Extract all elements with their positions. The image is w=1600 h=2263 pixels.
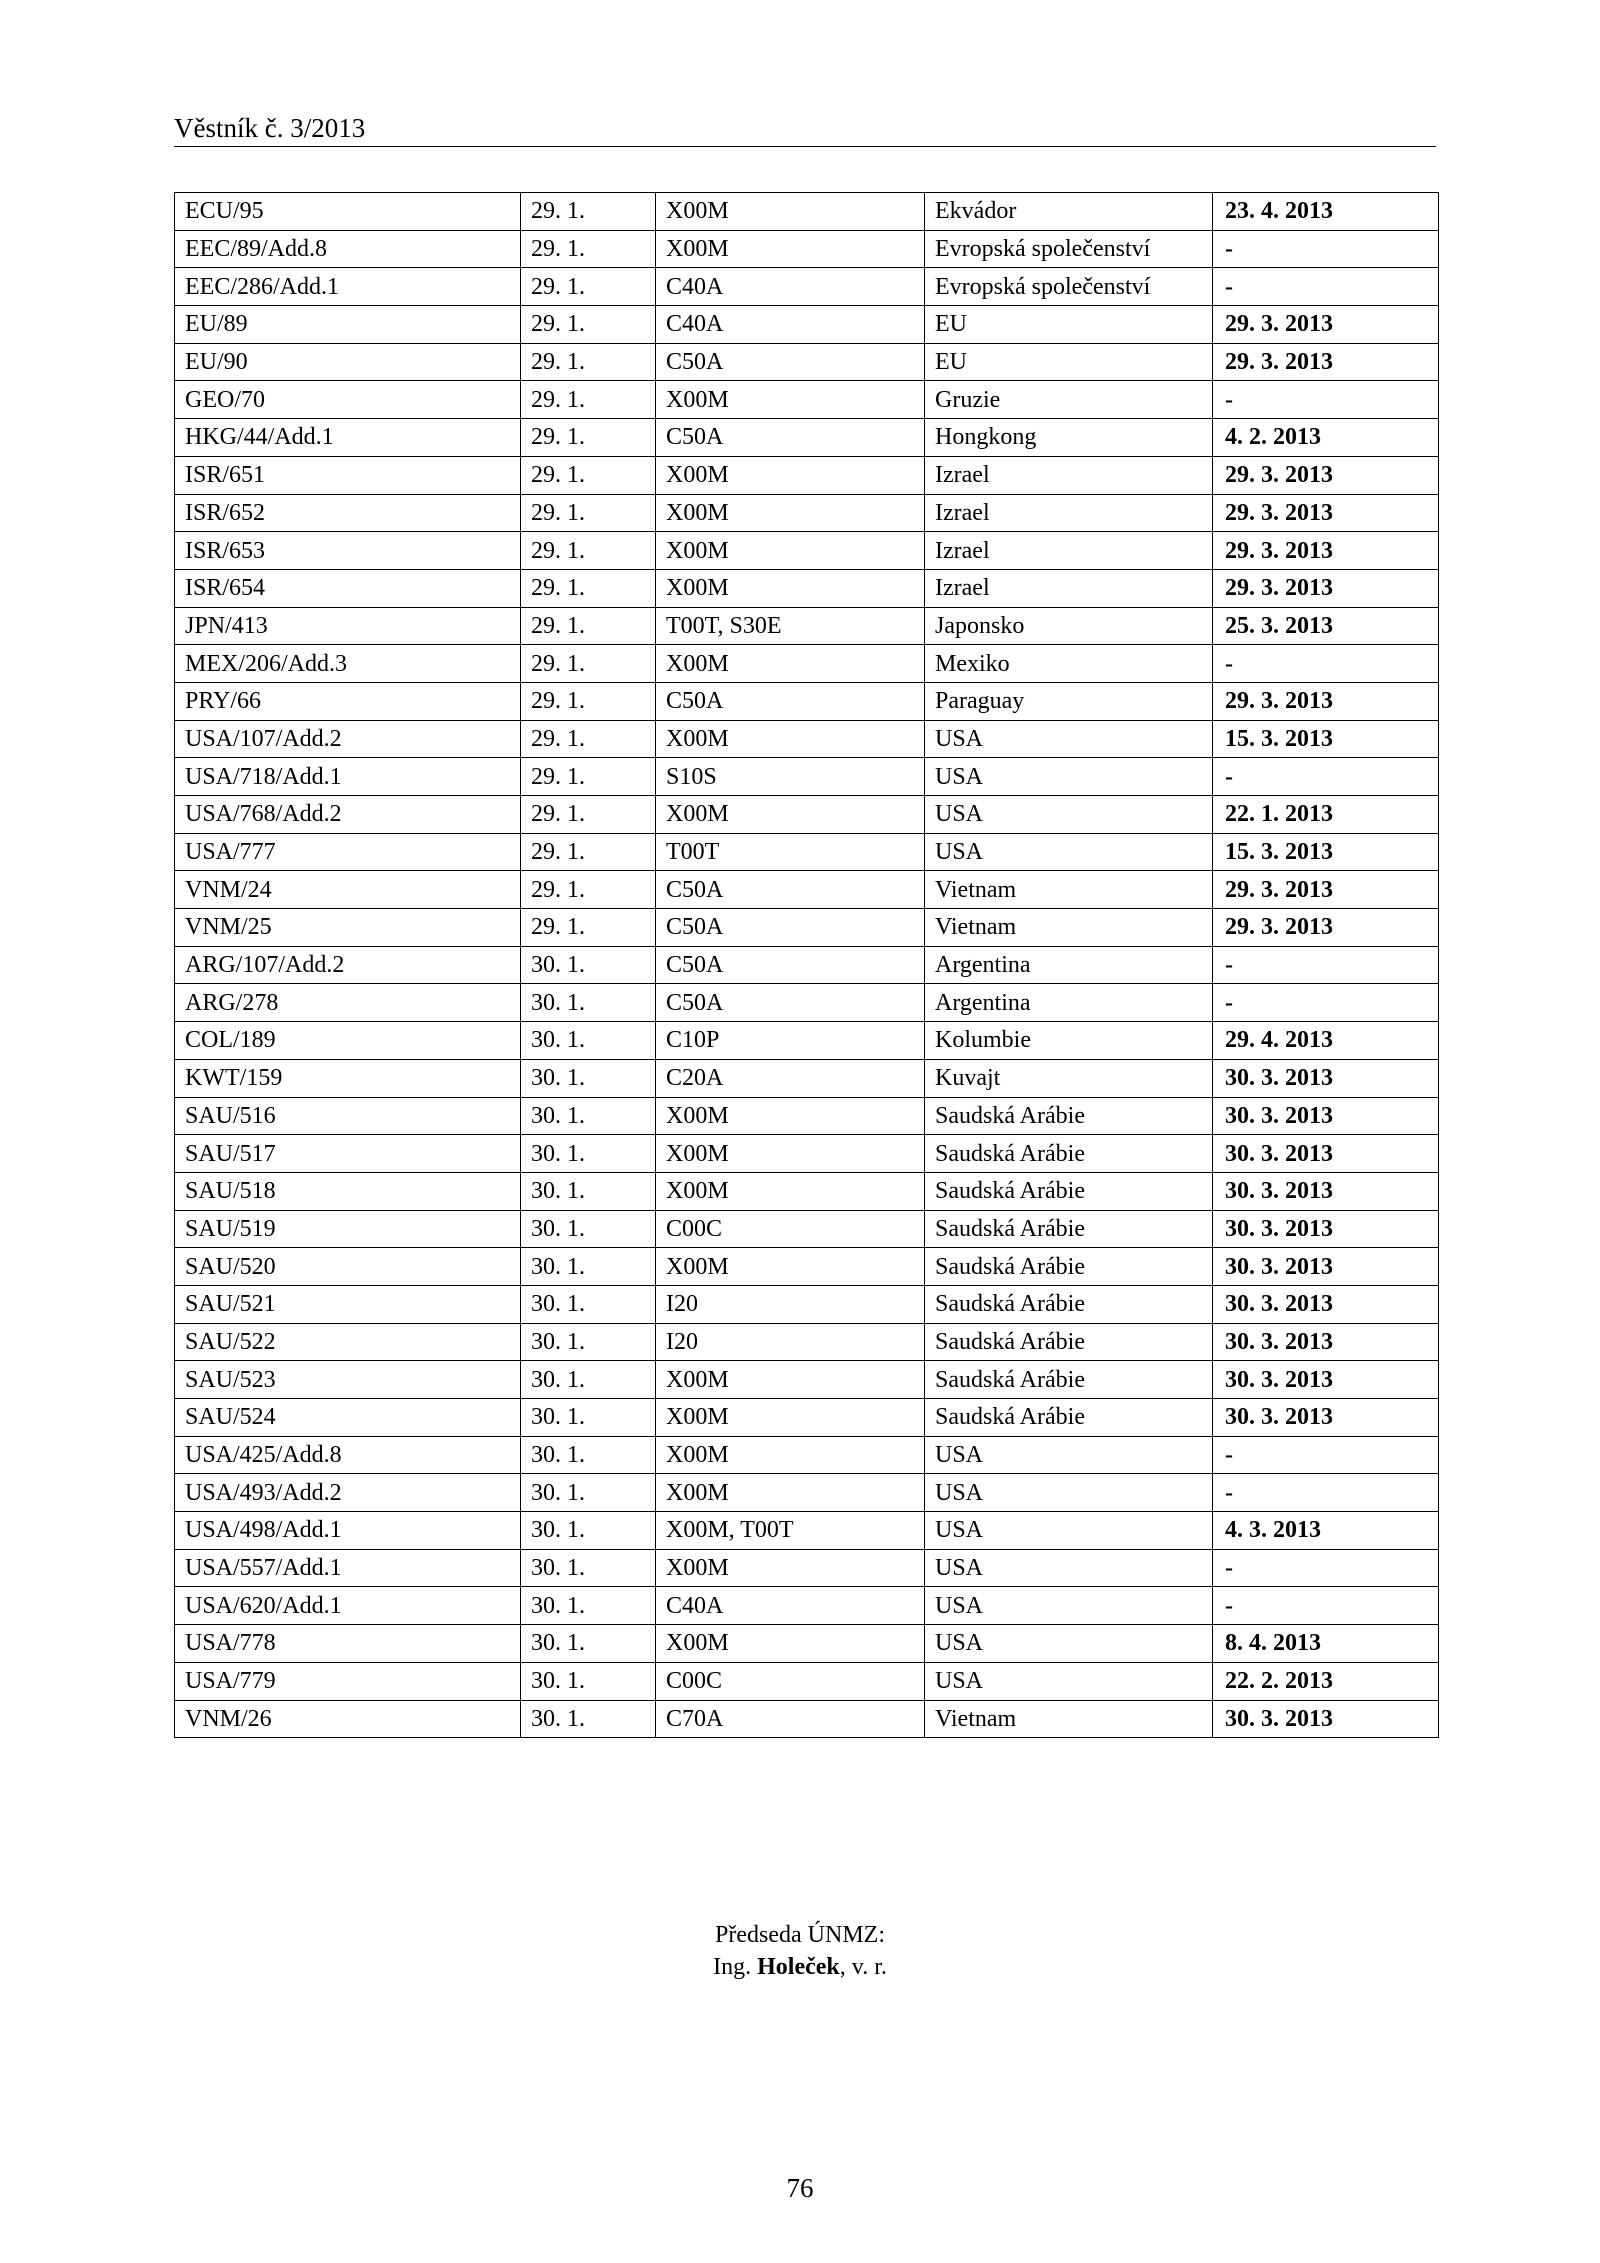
document-ref-cell: ARG/107/Add.2	[175, 946, 521, 984]
document-ref-cell: EEC/286/Add.1	[175, 268, 521, 306]
code-cell: X00M	[656, 1474, 925, 1512]
date-cell: 29. 1.	[521, 569, 656, 607]
table-row	[175, 796, 1439, 834]
table-row	[175, 1436, 1439, 1474]
table-body	[175, 193, 1439, 1738]
code-cell: C50A	[656, 419, 925, 457]
country-cell: Izrael	[925, 494, 1213, 532]
deadline-cell: -	[1213, 1549, 1439, 1587]
date-cell: 30. 1.	[521, 984, 656, 1022]
code-cell: X00M	[656, 1361, 925, 1399]
deadline-cell: -	[1213, 946, 1439, 984]
document-ref-cell: USA/107/Add.2	[175, 720, 521, 758]
date-cell: 29. 1.	[521, 381, 656, 419]
deadline-cell: 29. 3. 2013	[1213, 871, 1439, 909]
table-row	[175, 381, 1439, 419]
country-cell: USA	[925, 720, 1213, 758]
document-ref-cell: USA/779	[175, 1662, 521, 1700]
signature-role-text: Předseda ÚNMZ:	[715, 1922, 885, 1948]
deadline-cell: -	[1213, 1474, 1439, 1512]
document-ref-cell: VNM/26	[175, 1700, 521, 1738]
code-cell: X00M	[656, 381, 925, 419]
deadline-cell: -	[1213, 1436, 1439, 1474]
deadline-cell: 29. 4. 2013	[1213, 1022, 1439, 1060]
document-ref-cell: ISR/651	[175, 456, 521, 494]
country-cell: Mexiko	[925, 645, 1213, 683]
code-cell: C70A	[656, 1700, 925, 1738]
country-cell: Izrael	[925, 532, 1213, 570]
deadline-cell: 30. 3. 2013	[1213, 1172, 1439, 1210]
document-ref-cell: SAU/524	[175, 1399, 521, 1437]
table-row	[175, 1587, 1439, 1625]
code-cell: C40A	[656, 268, 925, 306]
code-cell: X00M	[656, 796, 925, 834]
table-row	[175, 833, 1439, 871]
code-cell: S10S	[656, 758, 925, 796]
country-cell: Vietnam	[925, 871, 1213, 909]
document-ref-cell: ARG/278	[175, 984, 521, 1022]
table-row	[175, 494, 1439, 532]
date-cell: 30. 1.	[521, 1248, 656, 1286]
table-row	[175, 1285, 1439, 1323]
deadline-cell: 22. 1. 2013	[1213, 796, 1439, 834]
deadline-cell: 29. 3. 2013	[1213, 494, 1439, 532]
code-cell: C20A	[656, 1059, 925, 1097]
document-ref-cell: ISR/653	[175, 532, 521, 570]
table-row	[175, 193, 1439, 231]
date-cell: 30. 1.	[521, 1700, 656, 1738]
date-cell: 29. 1.	[521, 193, 656, 231]
document-ref-cell: USA/768/Add.2	[175, 796, 521, 834]
date-cell: 30. 1.	[521, 1323, 656, 1361]
table-row	[175, 1361, 1439, 1399]
deadline-cell: 29. 3. 2013	[1213, 306, 1439, 344]
date-cell: 30. 1.	[521, 1172, 656, 1210]
code-cell: X00M	[656, 1625, 925, 1663]
document-ref-cell: USA/493/Add.2	[175, 1474, 521, 1512]
country-cell: USA	[925, 758, 1213, 796]
deadline-cell: 29. 3. 2013	[1213, 569, 1439, 607]
code-cell: X00M	[656, 532, 925, 570]
table-row	[175, 532, 1439, 570]
date-cell: 29. 1.	[521, 419, 656, 457]
table-row	[175, 1022, 1439, 1060]
date-cell: 29. 1.	[521, 494, 656, 532]
date-cell: 29. 1.	[521, 682, 656, 720]
signature-name	[0, 1951, 1600, 1983]
notification-table	[174, 192, 1439, 1738]
date-cell: 29. 1.	[521, 909, 656, 947]
country-cell: Saudská Arábie	[925, 1097, 1213, 1135]
deadline-cell: 29. 3. 2013	[1213, 532, 1439, 570]
country-cell: EU	[925, 306, 1213, 344]
country-cell: Vietnam	[925, 1700, 1213, 1738]
deadline-cell: -	[1213, 758, 1439, 796]
country-cell: Argentina	[925, 984, 1213, 1022]
code-cell: X00M	[656, 1436, 925, 1474]
table-row	[175, 909, 1439, 947]
code-cell: X00M	[656, 193, 925, 231]
date-cell: 29. 1.	[521, 645, 656, 683]
code-cell: C50A	[656, 909, 925, 947]
code-cell: T00T, S30E	[656, 607, 925, 645]
date-cell: 30. 1.	[521, 1059, 656, 1097]
table-row	[175, 1700, 1439, 1738]
code-cell: X00M	[656, 1097, 925, 1135]
code-cell: C50A	[656, 682, 925, 720]
code-cell: X00M	[656, 456, 925, 494]
table-row	[175, 682, 1439, 720]
date-cell: 29. 1.	[521, 456, 656, 494]
table-row	[175, 1135, 1439, 1173]
deadline-cell: -	[1213, 984, 1439, 1022]
code-cell: X00M	[656, 1172, 925, 1210]
code-cell: C50A	[656, 343, 925, 381]
document-ref-cell: EU/90	[175, 343, 521, 381]
code-cell: C50A	[656, 946, 925, 984]
document-ref-cell: USA/778	[175, 1625, 521, 1663]
table-row	[175, 1172, 1439, 1210]
country-cell: Evropská společenství	[925, 230, 1213, 268]
date-cell: 30. 1.	[521, 1662, 656, 1700]
deadline-cell: 22. 2. 2013	[1213, 1662, 1439, 1700]
table-row	[175, 343, 1439, 381]
document-ref-cell: SAU/520	[175, 1248, 521, 1286]
country-cell: USA	[925, 1625, 1213, 1663]
document-ref-cell: USA/498/Add.1	[175, 1512, 521, 1550]
code-cell: C50A	[656, 984, 925, 1022]
code-cell: X00M	[656, 569, 925, 607]
code-cell: X00M	[656, 720, 925, 758]
table-row	[175, 758, 1439, 796]
table-row	[175, 1625, 1439, 1663]
country-cell: USA	[925, 796, 1213, 834]
table-row	[175, 1549, 1439, 1587]
code-cell: C40A	[656, 306, 925, 344]
date-cell: 29. 1.	[521, 607, 656, 645]
document-ref-cell: USA/777	[175, 833, 521, 871]
deadline-cell: -	[1213, 1587, 1439, 1625]
date-cell: 30. 1.	[521, 1625, 656, 1663]
country-cell: USA	[925, 1512, 1213, 1550]
date-cell: 29. 1.	[521, 758, 656, 796]
country-cell: EU	[925, 343, 1213, 381]
country-cell: Saudská Arábie	[925, 1210, 1213, 1248]
document-ref-cell: EEC/89/Add.8	[175, 230, 521, 268]
deadline-cell: 29. 3. 2013	[1213, 909, 1439, 947]
table-row	[175, 645, 1439, 683]
deadline-cell: 30. 3. 2013	[1213, 1361, 1439, 1399]
code-cell: X00M	[656, 1248, 925, 1286]
deadline-cell: 29. 3. 2013	[1213, 456, 1439, 494]
page-number-text: 76	[786, 2173, 814, 2203]
code-cell: X00M	[656, 494, 925, 532]
document-ref-cell: EU/89	[175, 306, 521, 344]
date-cell: 29. 1.	[521, 532, 656, 570]
country-cell: Saudská Arábie	[925, 1361, 1213, 1399]
deadline-cell: 30. 3. 2013	[1213, 1059, 1439, 1097]
document-ref-cell: ISR/654	[175, 569, 521, 607]
country-cell: Gruzie	[925, 381, 1213, 419]
document-ref-cell: ECU/95	[175, 193, 521, 231]
date-cell: 29. 1.	[521, 871, 656, 909]
code-cell: C00C	[656, 1210, 925, 1248]
country-cell: Izrael	[925, 569, 1213, 607]
deadline-cell: 30. 3. 2013	[1213, 1399, 1439, 1437]
code-cell: X00M	[656, 645, 925, 683]
country-cell: Saudská Arábie	[925, 1248, 1213, 1286]
table-row	[175, 1210, 1439, 1248]
table-row	[175, 946, 1439, 984]
country-cell: Evropská společenství	[925, 268, 1213, 306]
code-cell: X00M, T00T	[656, 1512, 925, 1550]
deadline-cell: 30. 3. 2013	[1213, 1700, 1439, 1738]
code-cell: T00T	[656, 833, 925, 871]
code-cell: I20	[656, 1285, 925, 1323]
signature-role	[0, 1919, 1600, 1951]
date-cell: 29. 1.	[521, 720, 656, 758]
deadline-cell: -	[1213, 268, 1439, 306]
document-ref-cell: JPN/413	[175, 607, 521, 645]
deadline-cell: 29. 3. 2013	[1213, 343, 1439, 381]
deadline-cell: 30. 3. 2013	[1213, 1248, 1439, 1286]
date-cell: 30. 1.	[521, 1474, 656, 1512]
country-cell: Argentina	[925, 946, 1213, 984]
table-row	[175, 1512, 1439, 1550]
date-cell: 29. 1.	[521, 268, 656, 306]
country-cell: Vietnam	[925, 909, 1213, 947]
table-row	[175, 1059, 1439, 1097]
deadline-cell: 29. 3. 2013	[1213, 682, 1439, 720]
table-row	[175, 1248, 1439, 1286]
date-cell: 29. 1.	[521, 230, 656, 268]
deadline-cell: 30. 3. 2013	[1213, 1285, 1439, 1323]
date-cell: 30. 1.	[521, 1436, 656, 1474]
table-row	[175, 607, 1439, 645]
country-cell: USA	[925, 1436, 1213, 1474]
code-cell: X00M	[656, 1135, 925, 1173]
date-cell: 29. 1.	[521, 306, 656, 344]
deadline-cell: 30. 3. 2013	[1213, 1210, 1439, 1248]
deadline-cell: 23. 4. 2013	[1213, 193, 1439, 231]
page-number	[0, 2172, 1600, 2204]
date-cell: 30. 1.	[521, 1022, 656, 1060]
table-row	[175, 569, 1439, 607]
document-ref-cell: VNM/24	[175, 871, 521, 909]
country-cell: USA	[925, 1587, 1213, 1625]
country-cell: USA	[925, 1662, 1213, 1700]
country-cell: Saudská Arábie	[925, 1399, 1213, 1437]
country-cell: USA	[925, 1474, 1213, 1512]
document-ref-cell: VNM/25	[175, 909, 521, 947]
country-cell: USA	[925, 833, 1213, 871]
table-row	[175, 306, 1439, 344]
code-cell: I20	[656, 1323, 925, 1361]
code-cell: C40A	[656, 1587, 925, 1625]
document-ref-cell: USA/425/Add.8	[175, 1436, 521, 1474]
date-cell: 30. 1.	[521, 1512, 656, 1550]
document-ref-cell: COL/189	[175, 1022, 521, 1060]
document-ref-cell: SAU/516	[175, 1097, 521, 1135]
table-row	[175, 871, 1439, 909]
table-row	[175, 268, 1439, 306]
country-cell: Saudská Arábie	[925, 1135, 1213, 1173]
deadline-cell: 30. 3. 2013	[1213, 1135, 1439, 1173]
document-ref-cell: SAU/519	[175, 1210, 521, 1248]
page-header	[174, 110, 1436, 147]
document-ref-cell: USA/718/Add.1	[175, 758, 521, 796]
table-row	[175, 1323, 1439, 1361]
deadline-cell: -	[1213, 381, 1439, 419]
table-row	[175, 1662, 1439, 1700]
code-cell: C10P	[656, 1022, 925, 1060]
deadline-cell: 25. 3. 2013	[1213, 607, 1439, 645]
country-cell: Paraguay	[925, 682, 1213, 720]
country-cell: Izrael	[925, 456, 1213, 494]
date-cell: 30. 1.	[521, 1587, 656, 1625]
country-cell: Ekvádor	[925, 193, 1213, 231]
date-cell: 30. 1.	[521, 1549, 656, 1587]
signature-surname: Holeček	[757, 1954, 840, 1980]
signature-name-suffix: , v. r.	[839, 1954, 887, 1980]
country-cell: USA	[925, 1549, 1213, 1587]
date-cell: 30. 1.	[521, 1399, 656, 1437]
deadline-cell: 30. 3. 2013	[1213, 1323, 1439, 1361]
date-cell: 30. 1.	[521, 1097, 656, 1135]
deadline-cell: -	[1213, 645, 1439, 683]
deadline-cell: 4. 2. 2013	[1213, 419, 1439, 457]
document-ref-cell: KWT/159	[175, 1059, 521, 1097]
table-row	[175, 984, 1439, 1022]
code-cell: X00M	[656, 1399, 925, 1437]
deadline-cell: 4. 3. 2013	[1213, 1512, 1439, 1550]
date-cell: 30. 1.	[521, 1361, 656, 1399]
table-row	[175, 1399, 1439, 1437]
date-cell: 30. 1.	[521, 1285, 656, 1323]
document-ref-cell: ISR/652	[175, 494, 521, 532]
date-cell: 30. 1.	[521, 1135, 656, 1173]
country-cell: Saudská Arábie	[925, 1172, 1213, 1210]
table-row	[175, 720, 1439, 758]
country-cell: Kuvajt	[925, 1059, 1213, 1097]
table-row	[175, 456, 1439, 494]
code-cell: X00M	[656, 1549, 925, 1587]
code-cell: C50A	[656, 871, 925, 909]
document-ref-cell: USA/620/Add.1	[175, 1587, 521, 1625]
country-cell: Saudská Arábie	[925, 1323, 1213, 1361]
document-ref-cell: USA/557/Add.1	[175, 1549, 521, 1587]
date-cell: 30. 1.	[521, 1210, 656, 1248]
deadline-cell: -	[1213, 230, 1439, 268]
country-cell: Saudská Arábie	[925, 1285, 1213, 1323]
code-cell: C00C	[656, 1662, 925, 1700]
deadline-cell: 8. 4. 2013	[1213, 1625, 1439, 1663]
date-cell: 29. 1.	[521, 343, 656, 381]
date-cell: 29. 1.	[521, 833, 656, 871]
document-ref-cell: HKG/44/Add.1	[175, 419, 521, 457]
country-cell: Hongkong	[925, 419, 1213, 457]
country-cell: Japonsko	[925, 607, 1213, 645]
journal-title: Věstník č. 3/2013	[174, 113, 366, 143]
document-ref-cell: SAU/521	[175, 1285, 521, 1323]
document-ref-cell: GEO/70	[175, 381, 521, 419]
document-ref-cell: SAU/518	[175, 1172, 521, 1210]
table-row	[175, 1097, 1439, 1135]
table-row	[175, 1474, 1439, 1512]
date-cell: 30. 1.	[521, 946, 656, 984]
table-row	[175, 230, 1439, 268]
code-cell: X00M	[656, 230, 925, 268]
document-ref-cell: SAU/517	[175, 1135, 521, 1173]
deadline-cell: 15. 3. 2013	[1213, 720, 1439, 758]
date-cell: 29. 1.	[521, 796, 656, 834]
country-cell: Kolumbie	[925, 1022, 1213, 1060]
document-ref-cell: PRY/66	[175, 682, 521, 720]
document-ref-cell: MEX/206/Add.3	[175, 645, 521, 683]
deadline-cell: 15. 3. 2013	[1213, 833, 1439, 871]
table-row	[175, 419, 1439, 457]
deadline-cell: 30. 3. 2013	[1213, 1097, 1439, 1135]
document-ref-cell: SAU/523	[175, 1361, 521, 1399]
document-ref-cell: SAU/522	[175, 1323, 521, 1361]
signature-name-prefix: Ing.	[713, 1954, 758, 1980]
